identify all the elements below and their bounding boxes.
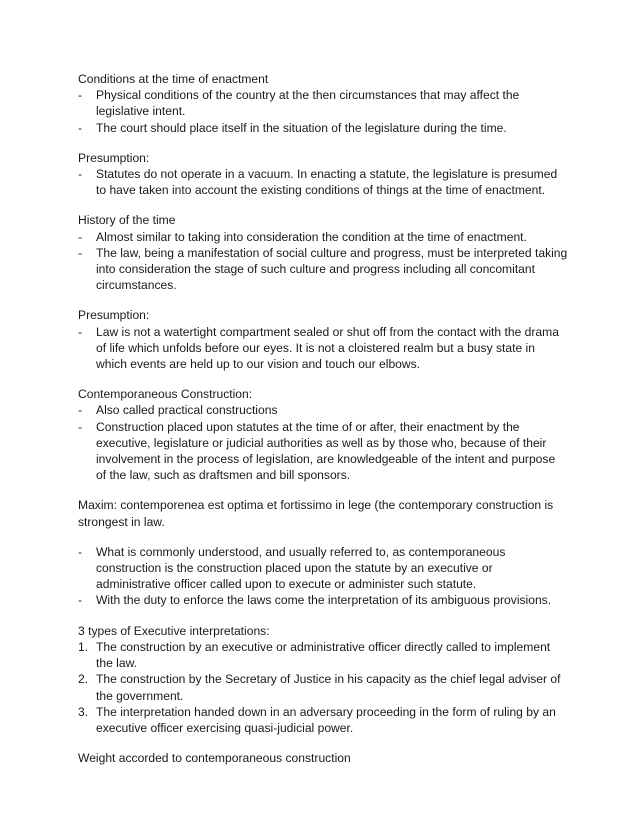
list-item [78,166,568,198]
bullet-marker: - [78,245,83,260]
list-item [78,671,568,703]
section-conditions [78,71,568,136]
list-item [78,639,568,671]
list-item-text: Physical conditions of the country at the then circumstances that may affect the legislative intent. [96,88,520,119]
list-item-text: Almost similar to taking into consideration the condition at the time of enactment. [96,229,527,244]
list-item [78,704,568,736]
section-heading: History of the time [78,213,176,228]
list-item-text: The construction by the Secretary of Justice in his capacity as the chief legal adviser of the government. [96,672,561,703]
list-item [78,592,568,608]
bullet-marker: - [78,544,83,559]
section-presumption-2 [78,307,568,372]
list-item [78,229,568,245]
bullet-list [78,87,568,136]
list-item [78,245,568,294]
bullet-list [78,324,568,373]
list-item-text: Statutes do not operate in a vacuum. In enacting a statute, the legislature is presumed to have taken into account the existing conditions of things at the time of enactment. [96,167,558,198]
list-item [78,324,568,373]
section-heading: Weight accorded to contemporaneous construction [78,751,351,766]
section-heading: Presumption: [78,308,150,323]
maxim-paragraph: Maxim: contemporenea est optima et fortissimo in lege (the contemporary construction is strongest in law. [78,498,554,529]
bullet-marker: - [78,403,83,418]
bullet-list [78,544,568,609]
section-history [78,212,568,293]
bullet-marker: - [78,88,83,103]
list-item-text: What is commonly understood, and usually referred to, as contemporaneous construction is the construction placed upon the statute by an executive or administrative officer called upon to execute or administer such statute. [96,544,506,592]
list-item-text: Also called practical constructions [96,403,278,418]
bullet-list [78,166,568,198]
list-item-text: Law is not a watertight compartment sealed or shut off from the contact with the drama of life which unfolds before our eyes. It is not a cloistered realm but a busy state in which events are held up to our vision and touch our elbows. [96,324,559,372]
list-item [78,402,568,418]
bullet-marker: - [78,324,83,339]
list-item-text: With the duty to enforce the laws come the interpretation of its ambiguous provisions. [96,593,552,608]
bullet-marker: - [78,120,83,135]
section-heading: Contemporaneous Construction: [78,387,253,402]
section-executive-types [78,623,568,736]
list-item [78,87,568,119]
section-presumption-1 [78,150,568,199]
bullet-list [78,402,568,483]
bullet-marker: - [78,167,83,182]
list-item [78,120,568,136]
list-item-text: The court should place itself in the situation of the legislature during the time. [96,120,507,135]
section-heading: Presumption: [78,150,150,165]
bullet-list [78,229,568,294]
section-weight [78,750,568,766]
list-item [78,419,568,484]
document-page [78,71,568,780]
list-number: 3. [78,704,89,719]
list-number: 2. [78,672,89,687]
list-item-text: The construction by an executive or administrative officer directly called to implement the law. [96,639,551,671]
bullet-marker: - [78,593,83,608]
list-item [78,544,568,593]
numbered-list [78,639,568,736]
section-heading: 3 types of Executive interpretations: [78,623,270,638]
bullet-marker: - [78,229,83,244]
section-heading: Conditions at the time of enactment [78,72,269,86]
list-item-text: The interpretation handed down in an adversary proceeding in the form of ruling by an executive officer exercising quasi-judicial power. [96,704,556,735]
section-contemporaneous [78,386,568,483]
list-item-text: Construction placed upon statutes at the time of or after, their enactment by the executive, legislature or judicial authorities as well as by those who, because of their involvement in the process of legislation, are knowledgeable of the intent and purpose of the law, such as draftsmen and bill sponsors. [96,419,556,483]
bullet-marker: - [78,419,83,434]
list-number: 1. [78,639,89,654]
list-item-text: The law, being a manifestation of social culture and progress, must be interpreted taking into consideration the stage of such culture and progress including all concomitant circumstances. [96,245,568,293]
section-maxim [78,497,568,608]
